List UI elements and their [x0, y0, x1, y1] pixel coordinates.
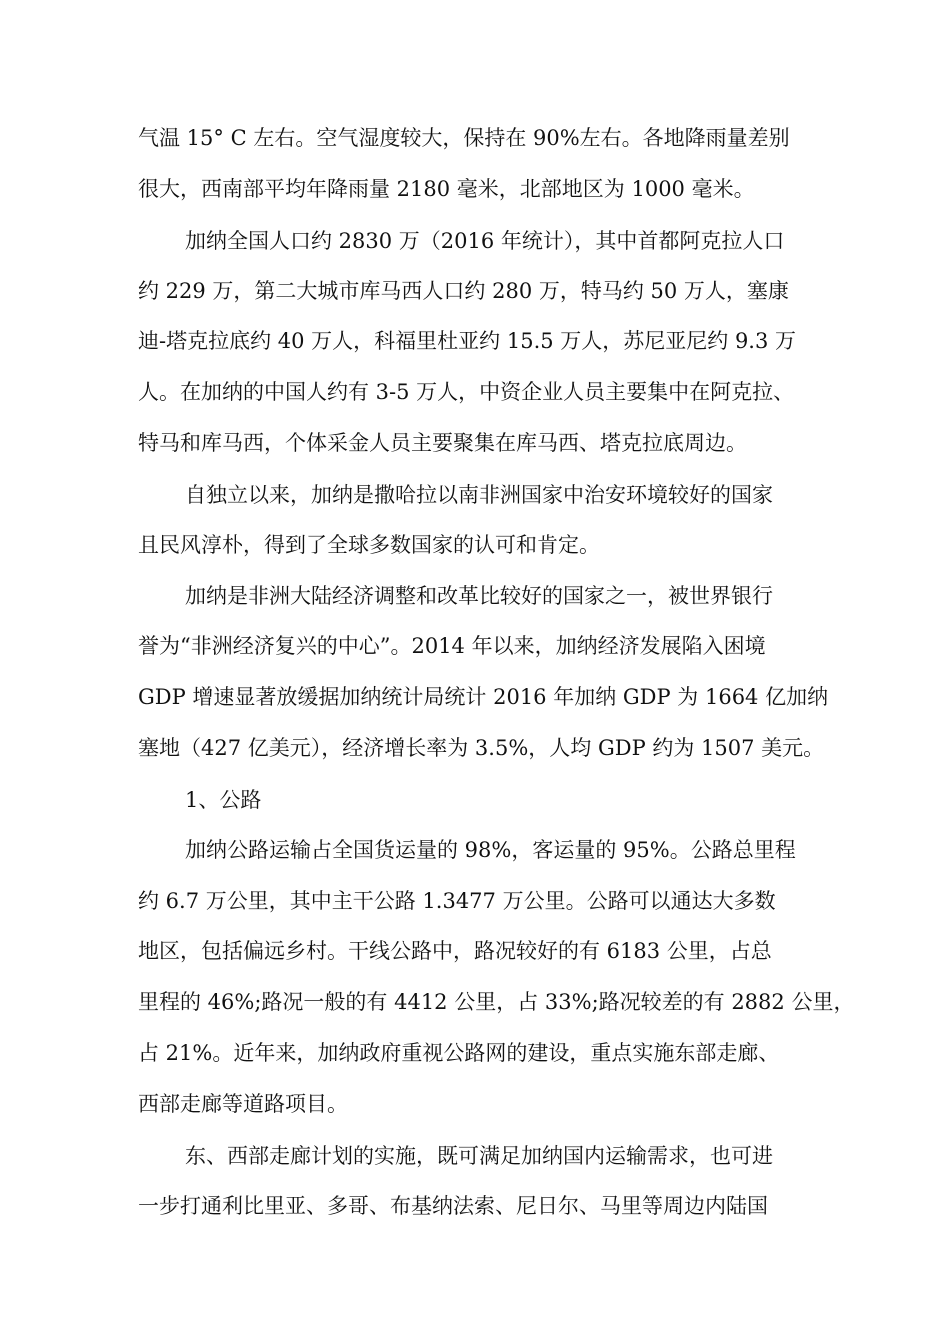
text-line: 很大，西南部平均年降雨量 2180 毫米，北部地区为 1000 毫米。	[138, 177, 755, 201]
text-line: 迪-塔克拉底约 40 万人，科福里杜亚约 15.5 万人，苏尼亚尼约 9.3 万	[138, 329, 797, 353]
text-line: 西部走廊等道路项目。	[138, 1092, 348, 1116]
text-line: 气温 15° C 左右。空气湿度较大，保持在 90%左右。各地降雨量差别	[138, 126, 790, 150]
text-line: 约 6.7 万公里，其中主干公路 1.3477 万公里。公路可以通达大多数	[138, 889, 776, 913]
text-line: 且民风淳朴，得到了全球多数国家的认可和肯定。	[138, 533, 600, 557]
text-line: 誉为“非洲经济复兴的中心”。2014 年以来，加纳经济发展陷入困境	[138, 634, 766, 658]
text-line: 东、西部走廊计划的实施，既可满足加纳国内运输需求，也可进	[185, 1144, 773, 1168]
text-line: 里程的 46%;路况一般的有 4412 公里，占 33%;路况较差的有 2882 公里，	[138, 990, 855, 1014]
text-line: 加纳全国人口约 2830 万（2016 年统计），其中首都阿克拉人口	[185, 229, 785, 253]
text-line: 人。在加纳的中国人约有 3-5 万人，中资企业人员主要集中在阿克拉、	[138, 380, 795, 404]
text-line: 占 21%。近年来，加纳政府重视公路网的建设，重点实施东部走廊、	[138, 1041, 780, 1065]
text-line: 约 229 万，第二大城市库马西人口约 280 万，特马约 50 万人，塞康	[138, 279, 789, 303]
text-line: 特马和库马西，个体采金人员主要聚集在库马西、塔克拉底周边。	[138, 431, 747, 455]
text-line: 地区，包括偏远乡村。干线公路中，路况较好的有 6183 公里，占总	[138, 939, 772, 963]
text-line: 加纳是非洲大陆经济调整和改革比较好的国家之一，被世界银行	[185, 584, 773, 608]
text-line: 加纳公路运输占全国货运量的 98%，客运量的 95%。公路总里程	[185, 838, 796, 862]
section-heading: 1、公路	[185, 788, 262, 812]
text-line: 一步打通利比里亚、多哥、布基纳法索、尼日尔、马里等周边内陆国	[138, 1194, 768, 1218]
text-line: 塞地（427 亿美元），经济增长率为 3.5%，人均 GDP 约为 1507 美元。	[138, 736, 825, 760]
text-line: GDP 增速显著放缓据加纳统计局统计 2016 年加纳 GDP 为 1664 亿加纳	[138, 685, 829, 709]
text-line: 自独立以来，加纳是撒哈拉以南非洲国家中治安环境较好的国家	[185, 483, 773, 507]
